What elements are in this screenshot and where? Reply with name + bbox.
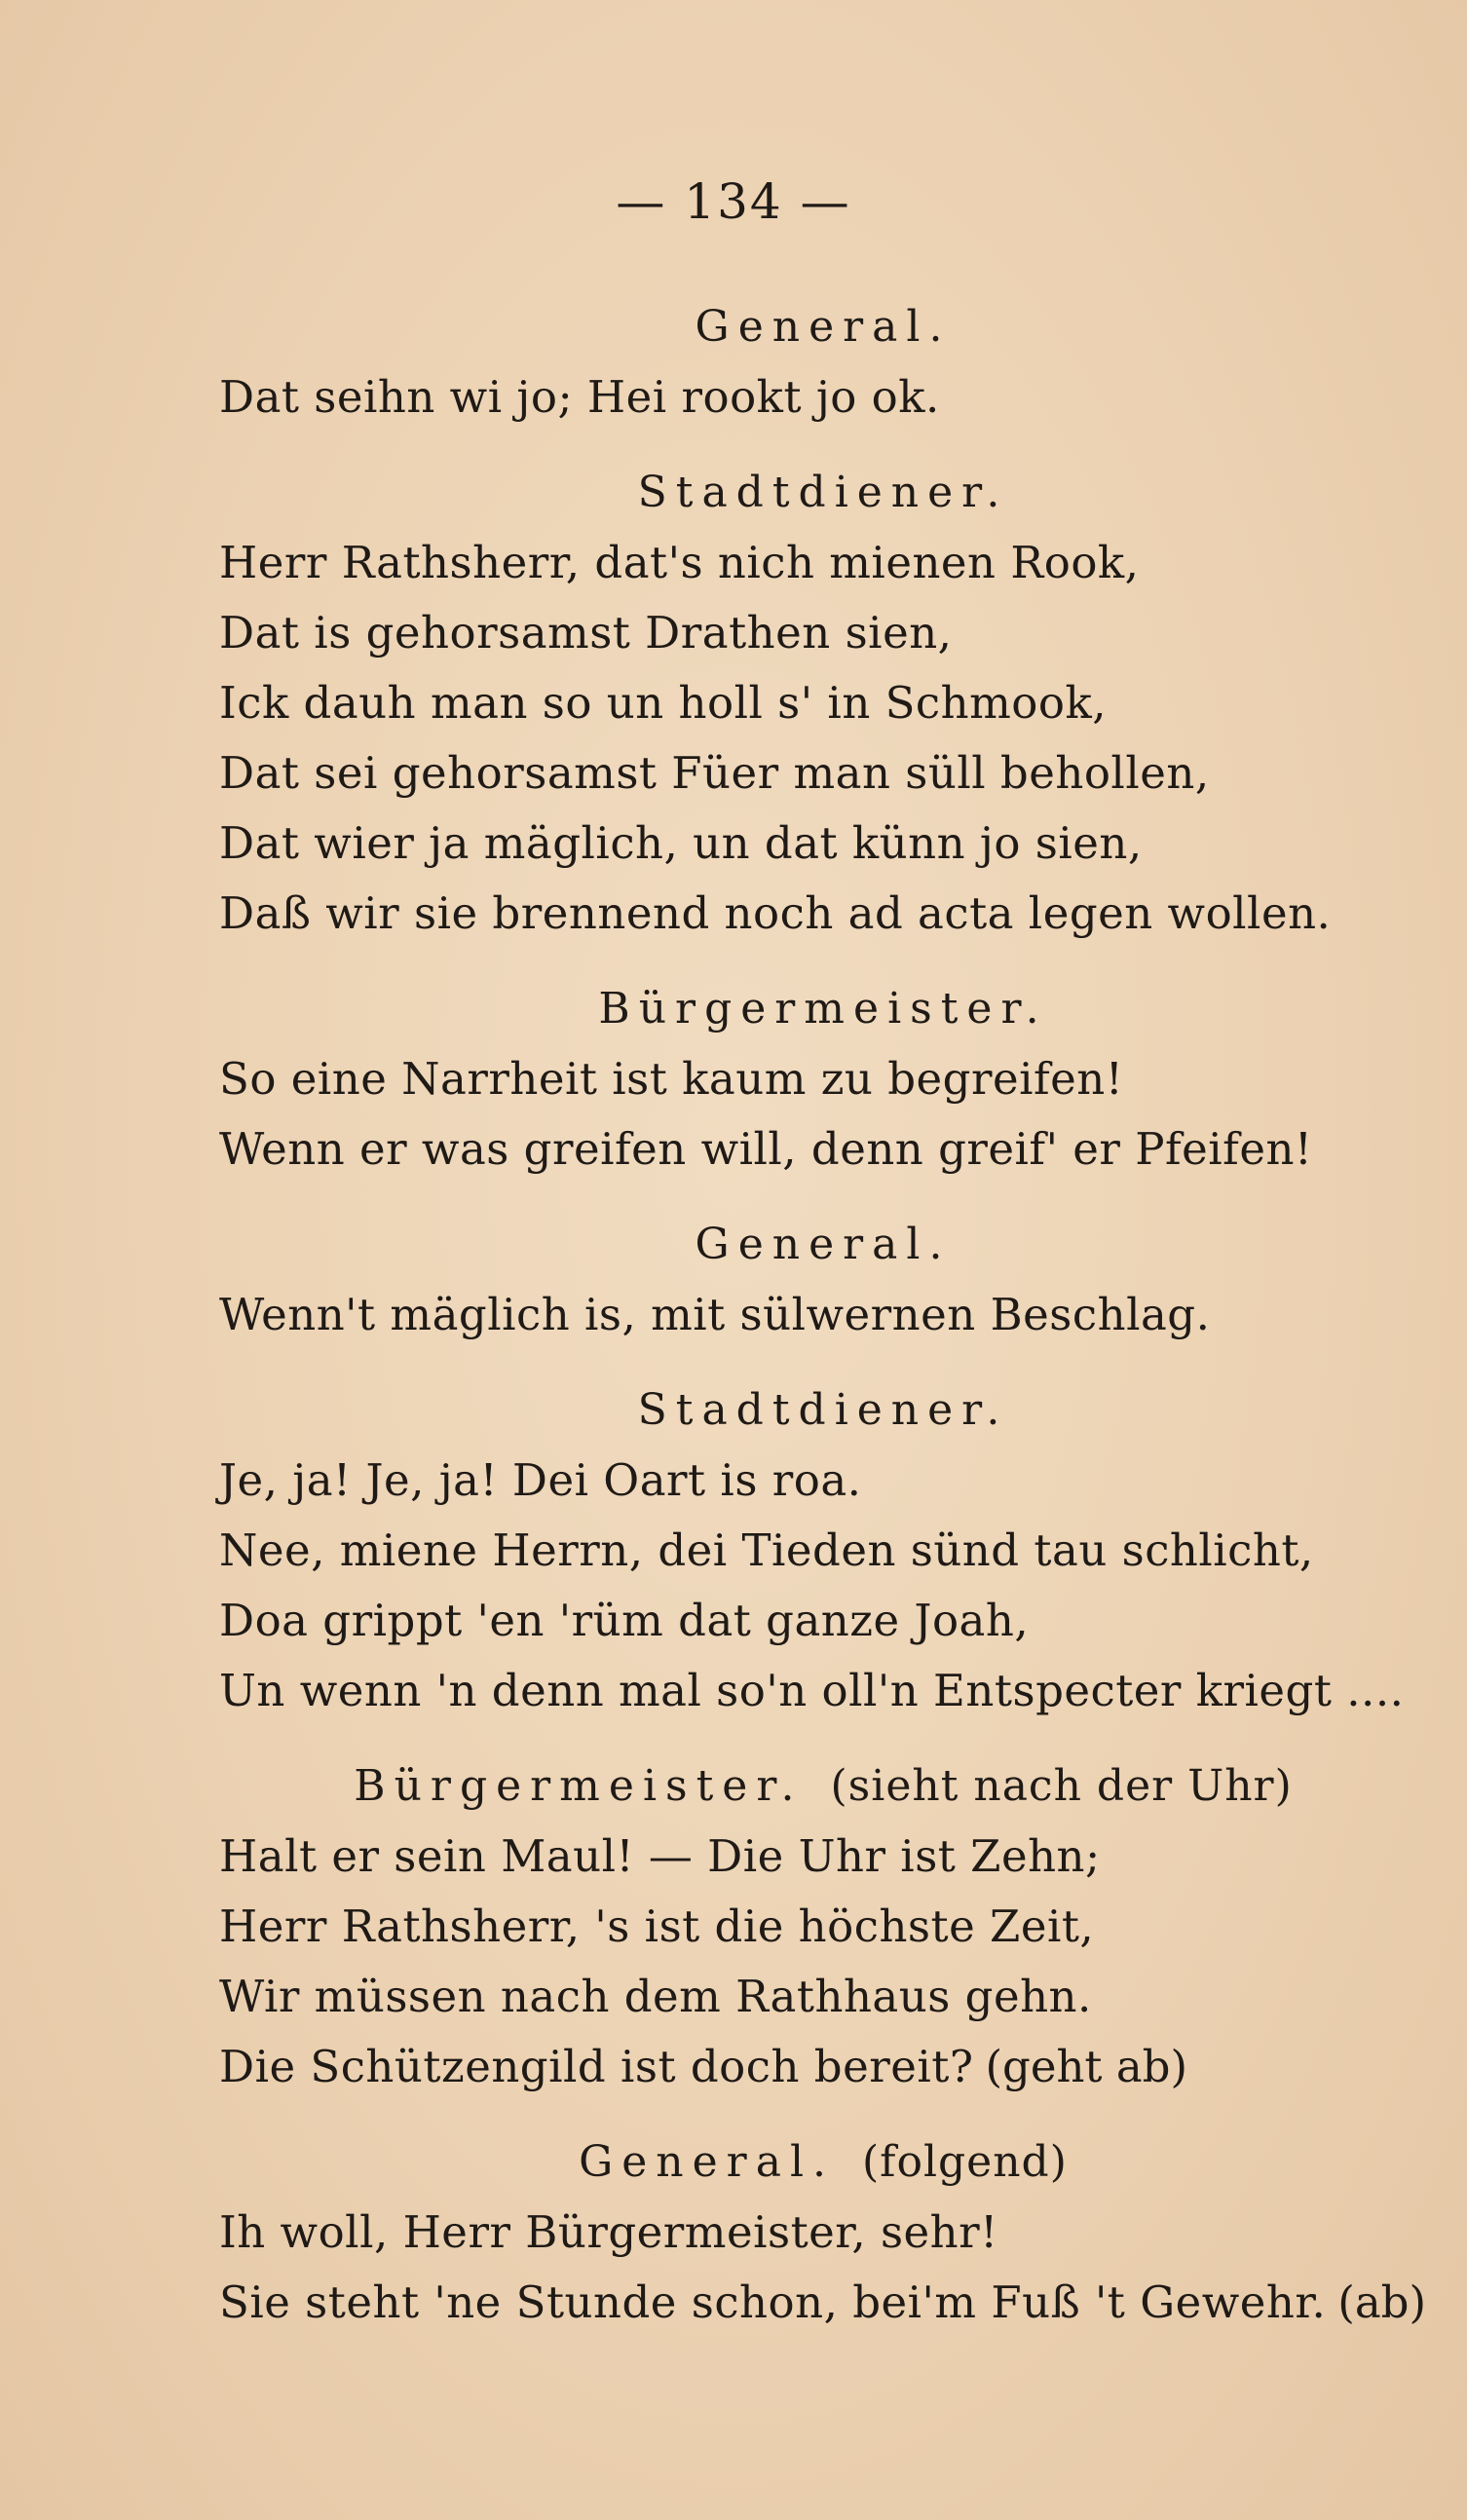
stage-direction: (sieht nach der Uhr) — [830, 1761, 1293, 1811]
play-text — [219, 292, 1427, 2338]
verse-text: Nee, miene Herrn, dei Tieden sünd tau schlicht, — [219, 1524, 1314, 1576]
speaker-name: Bürgermeister. — [598, 984, 1048, 1034]
speaker-heading — [219, 1751, 1427, 1822]
verse-line — [219, 809, 1427, 879]
verse-text: Dat is gehorsamst Drathen sien, — [219, 607, 953, 658]
verse-line — [219, 1822, 1427, 1892]
stage-direction: (geht ab) — [985, 2041, 1188, 2092]
verse-text: Ick dauh man so un holl s' in Schmook, — [219, 677, 1108, 729]
verse-line — [219, 1114, 1427, 1185]
verse-text: Daß wir sie brennend noch ad acta legen wollen. — [219, 887, 1332, 939]
verse-text: Wenn't mäglich is, mit sülwernen Beschlag. — [219, 1289, 1211, 1340]
verse-text: Sie steht 'ne Stunde schon, bei'm Fuß 't Gewehr. — [219, 2276, 1327, 2328]
verse-line — [219, 598, 1427, 668]
speaker-name: General. — [579, 2137, 835, 2187]
verse-text: Ih woll, Herr Bürgermeister, sehr! — [219, 2206, 998, 2258]
verse-line — [219, 1962, 1427, 2032]
verse-line — [219, 1280, 1427, 1350]
speaker-heading — [219, 292, 1427, 362]
verse-line — [219, 2198, 1427, 2268]
speaker-heading — [219, 458, 1427, 528]
verse-text: Dat wier ja mäglich, un dat künn jo sien, — [219, 817, 1143, 869]
speaker-heading — [219, 1210, 1427, 1280]
speaker-heading — [219, 1375, 1427, 1446]
speaker-name: Stadtdiener. — [637, 468, 1009, 517]
verse-line — [219, 1656, 1427, 1726]
verse-text: Dat sei gehorsamst Füer man süll behollen, — [219, 747, 1210, 799]
stage-direction: (ab) — [1337, 2276, 1427, 2328]
verse-text: Je, ja! Je, ja! Dei Oart is roa. — [219, 1454, 862, 1506]
verse-line — [219, 738, 1427, 809]
speaker-heading — [219, 974, 1427, 1044]
verse-line — [219, 1446, 1427, 1516]
verse-line — [219, 528, 1427, 598]
verse-text: So eine Narrheit ist kaum zu begreifen! — [219, 1053, 1124, 1105]
verse-text: Herr Rathsherr, dat's nich mienen Rook, — [219, 537, 1140, 588]
speaker-name: General. — [695, 302, 952, 352]
verse-text: Doa grippt 'en 'rüm dat ganze Joah, — [219, 1595, 1030, 1646]
verse-line — [219, 1892, 1427, 1962]
verse-line — [219, 1516, 1427, 1586]
stage-direction: (folgend) — [862, 2137, 1068, 2187]
verse-text: Un wenn 'n denn mal so'n oll'n Entspecter kriegt .... — [219, 1665, 1405, 1716]
verse-text: Die Schützengild ist doch bereit? — [219, 2041, 974, 2092]
verse-line — [219, 362, 1427, 433]
verse-text: Halt er sein Maul! — Die Uhr ist Zehn; — [219, 1830, 1101, 1882]
verse-line — [219, 2268, 1427, 2338]
verse-line — [219, 668, 1427, 738]
verse-line — [219, 1044, 1427, 1114]
verse-text: Herr Rathsherr, 's ist die höchste Zeit, — [219, 1900, 1095, 1952]
verse-text: Wenn er was greifen will, denn greif' er Pfeifen! — [219, 1123, 1313, 1175]
verse-text: Wir müssen nach dem Rathhaus gehn. — [219, 1971, 1092, 2022]
page-number: — 134 — — [616, 173, 851, 230]
verse-line — [219, 879, 1427, 949]
verse-text: Dat seihn wi jo; Hei rookt jo ok. — [219, 371, 940, 423]
speaker-name: Stadtdiener. — [637, 1385, 1009, 1435]
verse-line — [219, 1586, 1427, 1656]
speaker-name: General. — [695, 1220, 952, 1269]
verse-line — [219, 2032, 1427, 2102]
speaker-name: Bürgermeister. — [354, 1761, 804, 1811]
speaker-heading — [219, 2127, 1427, 2198]
